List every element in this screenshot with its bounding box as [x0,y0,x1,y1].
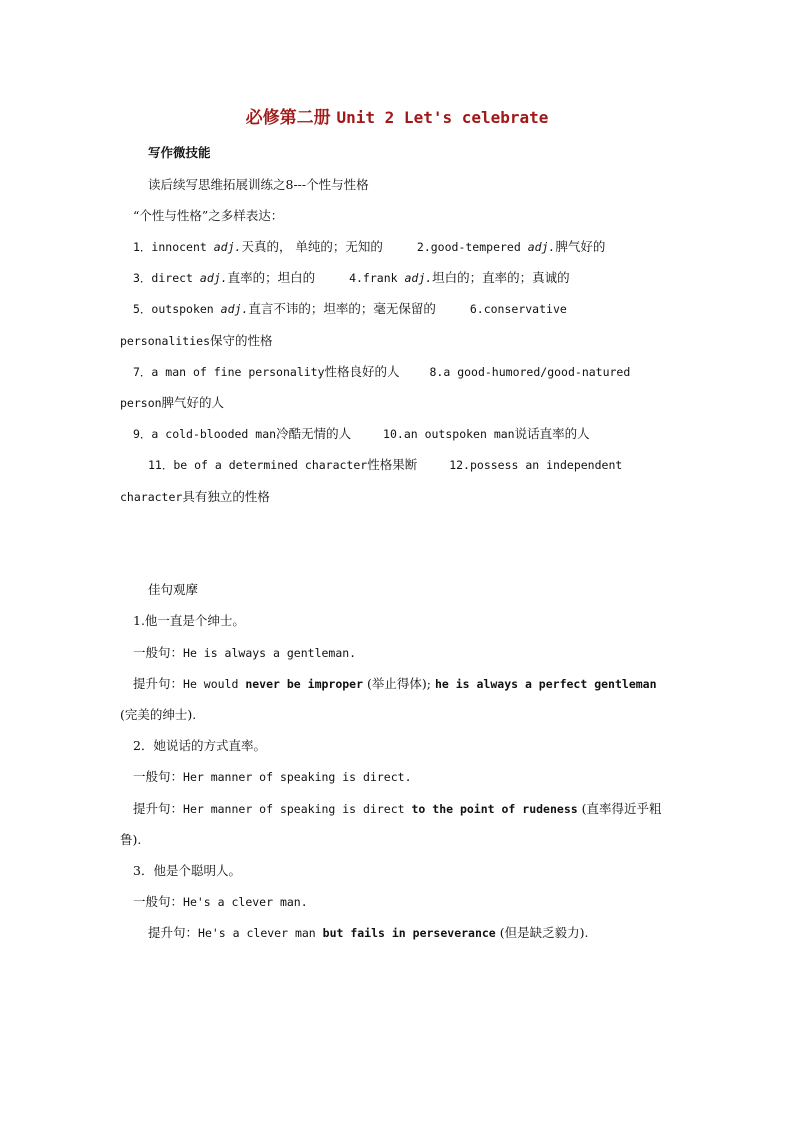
example-2-plain: 一般句：Her manner of speaking is direct. [133,769,412,784]
title-en: Unit 2 Let's celebrate [336,108,549,127]
example-1-plain: 一般句：He is always a gentleman. [133,645,357,660]
example-2-upgraded: 提升句：Her manner of speaking is direct to the point of rudeness (直率得近乎粗 [133,801,662,816]
expression-row-6: 11．be of a determined character性格果断 12.possess an independent [148,457,623,472]
example-3-plain: 一般句：He's a clever man. [133,894,308,909]
expression-row-4-cont: person脾气好的人 [120,395,225,410]
example-3-upgraded: 提升句：He's a clever man but fails in perseverance (但是缺乏毅力). [148,925,589,940]
example-1-upgraded-cont: (完美的绅士). [120,707,197,722]
page-title [0,107,794,129]
subheading: “个性与性格”之多样表达： [133,208,284,223]
expression-row-5: 9．a cold-blooded man冷酷无情的人 10.an outspoken man说话直率的人 [133,426,590,441]
expression-row-4: 7．a man of fine personality性格良好的人 8.a good-humored/good-natured [133,364,631,379]
expression-row-3-cont: personalities保守的性格 [120,333,273,348]
example-1-upgraded: 提升句：He would never be improper (举止得体); he is always a perfect gentleman [133,676,657,691]
expression-row-1: 1．innocent adj.天真的， 单纯的；无知的 2.good-tempered adj.脾气好的 [133,239,606,254]
section-heading-examples: 佳句观摩 [148,582,199,597]
expression-row-3: 5．outspoken adj.直言不讳的；坦率的；毫无保留的 6.conservative [133,301,567,316]
section-heading-writing-skills: 写作微技能 [148,145,211,160]
intro-line: 读后续写思维拓展训练之8---个性与性格 [148,177,369,192]
example-3-chinese: 3．他是个聪明人。 [133,863,241,878]
expression-row-6-cont: character具有独立的性格 [120,489,270,504]
expression-row-2: 3．direct adj.直率的；坦白的 4.frank adj.坦白的；直率的；真诚的 [133,270,570,285]
example-2-chinese: 2．她说话的方式直率。 [133,738,266,753]
title-cn: 必修第二册 [245,108,331,128]
example-2-upgraded-cont: 鲁). [120,832,142,847]
example-1-chinese: 1.他一直是个绅士。 [133,613,245,628]
